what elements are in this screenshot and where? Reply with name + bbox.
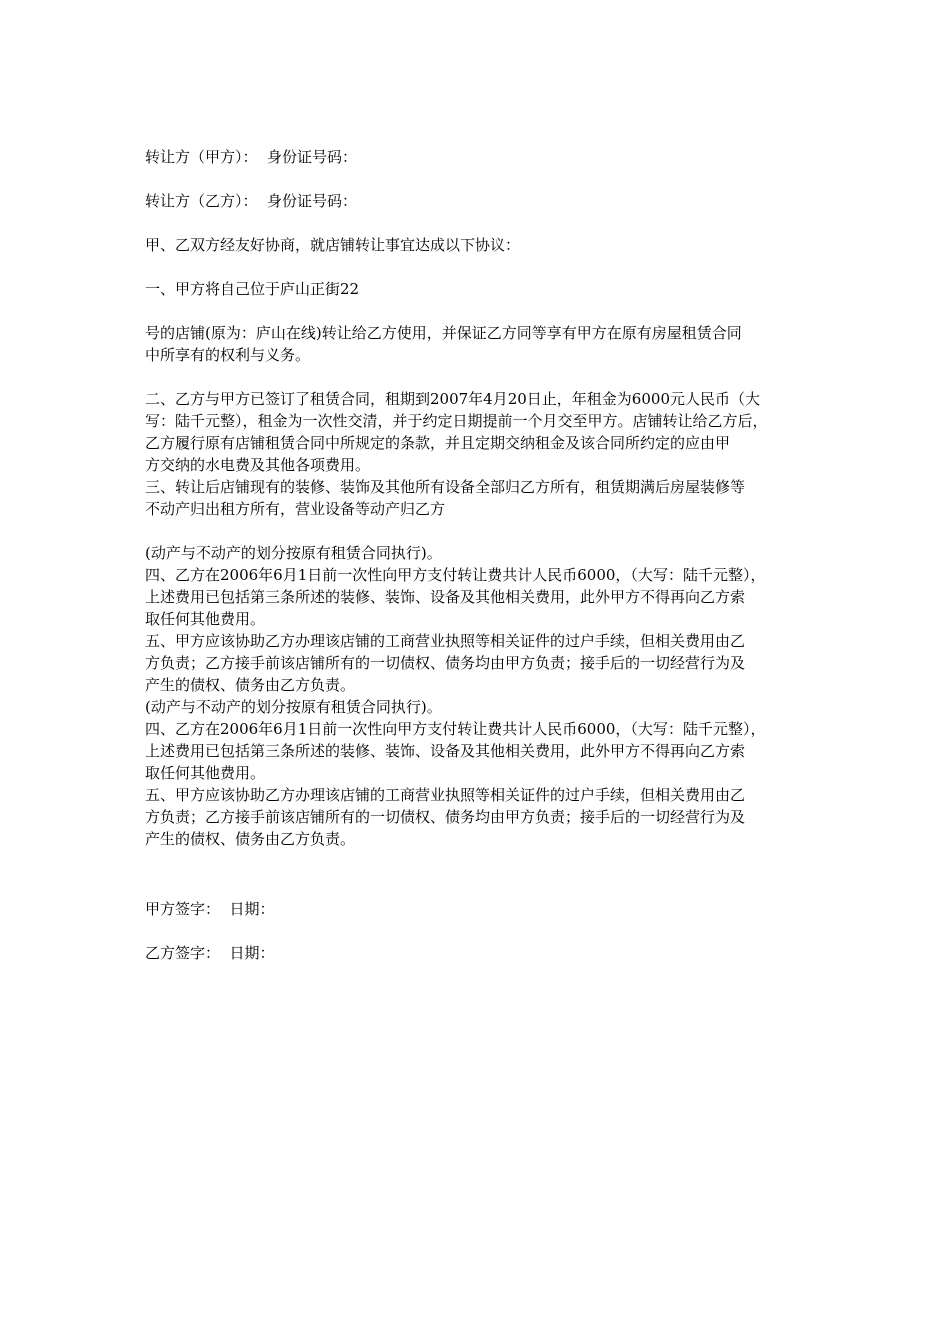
clause-1-line: 号的店铺(原为：庐山在线)转让给乙方使用，并保证乙方同等享有甲方在原有房屋租赁合同 [145,324,742,342]
clause-line: 四、乙方在2006年6月1日前一次性向甲方支付转让费共计人民币6000，（大写：陆千元整）， [145,720,766,738]
clause-line: 不动产归出租方所有，营业设备等动产归乙方 [145,500,446,518]
clause-line: 三、转让后店铺现有的装修、装饰及其他所有设备全部归乙方所有，租赁期满后房屋装修等 [145,478,746,496]
party-b-signature: 乙方签字： 日期： [145,944,275,962]
clause-2-3-block [145,388,815,520]
clause-line: 取任何其他费用。 [145,764,266,782]
clause-line: 二、乙方与甲方已签订了租赁合同，租期到2007年4月20日止，年租金为6000元人民币（大 [145,390,760,408]
clause-1-line: 中所享有的权利与义务。 [145,346,311,364]
clause-line: 方负责；乙方接手前该店铺所有的一切债权、债务均由甲方负责；接手后的一切经营行为及 [145,808,746,826]
clause-line: 产生的债权、债务由乙方负责。 [145,676,356,694]
clause-line: 方交纳的水电费及其他各项费用。 [145,456,371,474]
clause-line: 乙方履行原有店铺租赁合同中所规定的条款，并且定期交纳租金及该合同所约定的应由甲 [145,434,731,452]
clause-line: 五、甲方应该协助乙方办理该店铺的工商营业执照等相关证件的过户手续，但相关费用由乙 [145,786,746,804]
party-a-header: 转让方（甲方）： 身份证号码： [145,148,358,166]
clause-line: 上述费用已包括第三条所述的装修、装饰、设备及其他相关费用，此外甲方不得再向乙方索 [145,742,746,760]
party-b-header: 转让方（乙方）： 身份证号码： [145,192,358,210]
intro-text: 甲、乙双方经友好协商，就店铺转让事宜达成以下协议： [145,236,521,254]
party-a-signature: 甲方签字： 日期： [145,900,275,918]
clause-1-title: 一、甲方将自己位于庐山正街22 [145,280,360,298]
clause-line: 取任何其他费用。 [145,610,266,628]
clause-line: (动产与不动产的划分按原有租赁合同执行)。 [145,698,442,716]
clause-line: 方负责；乙方接手前该店铺所有的一切债权、债务均由甲方负责；接手后的一切经营行为及 [145,654,746,672]
clause-line: (动产与不动产的划分按原有租赁合同执行)。 [145,544,442,562]
clause-line: 写：陆千元整），租金为一次性交清，并于约定日期提前一个月交至甲方。店铺转让给乙方后， [145,412,768,430]
clause-4-5-block [145,542,815,850]
clause-line: 四、乙方在2006年6月1日前一次性向甲方支付转让费共计人民币6000，（大写：陆千元整）， [145,566,766,584]
clause-line: 产生的债权、债务由乙方负责。 [145,830,356,848]
contract-page [145,146,815,964]
clause-line: 五、甲方应该协助乙方办理该店铺的工商营业执照等相关证件的过户手续，但相关费用由乙 [145,632,746,650]
clause-line: 上述费用已包括第三条所述的装修、装饰、设备及其他相关费用，此外甲方不得再向乙方索 [145,588,746,606]
clause-1-body [145,322,815,366]
